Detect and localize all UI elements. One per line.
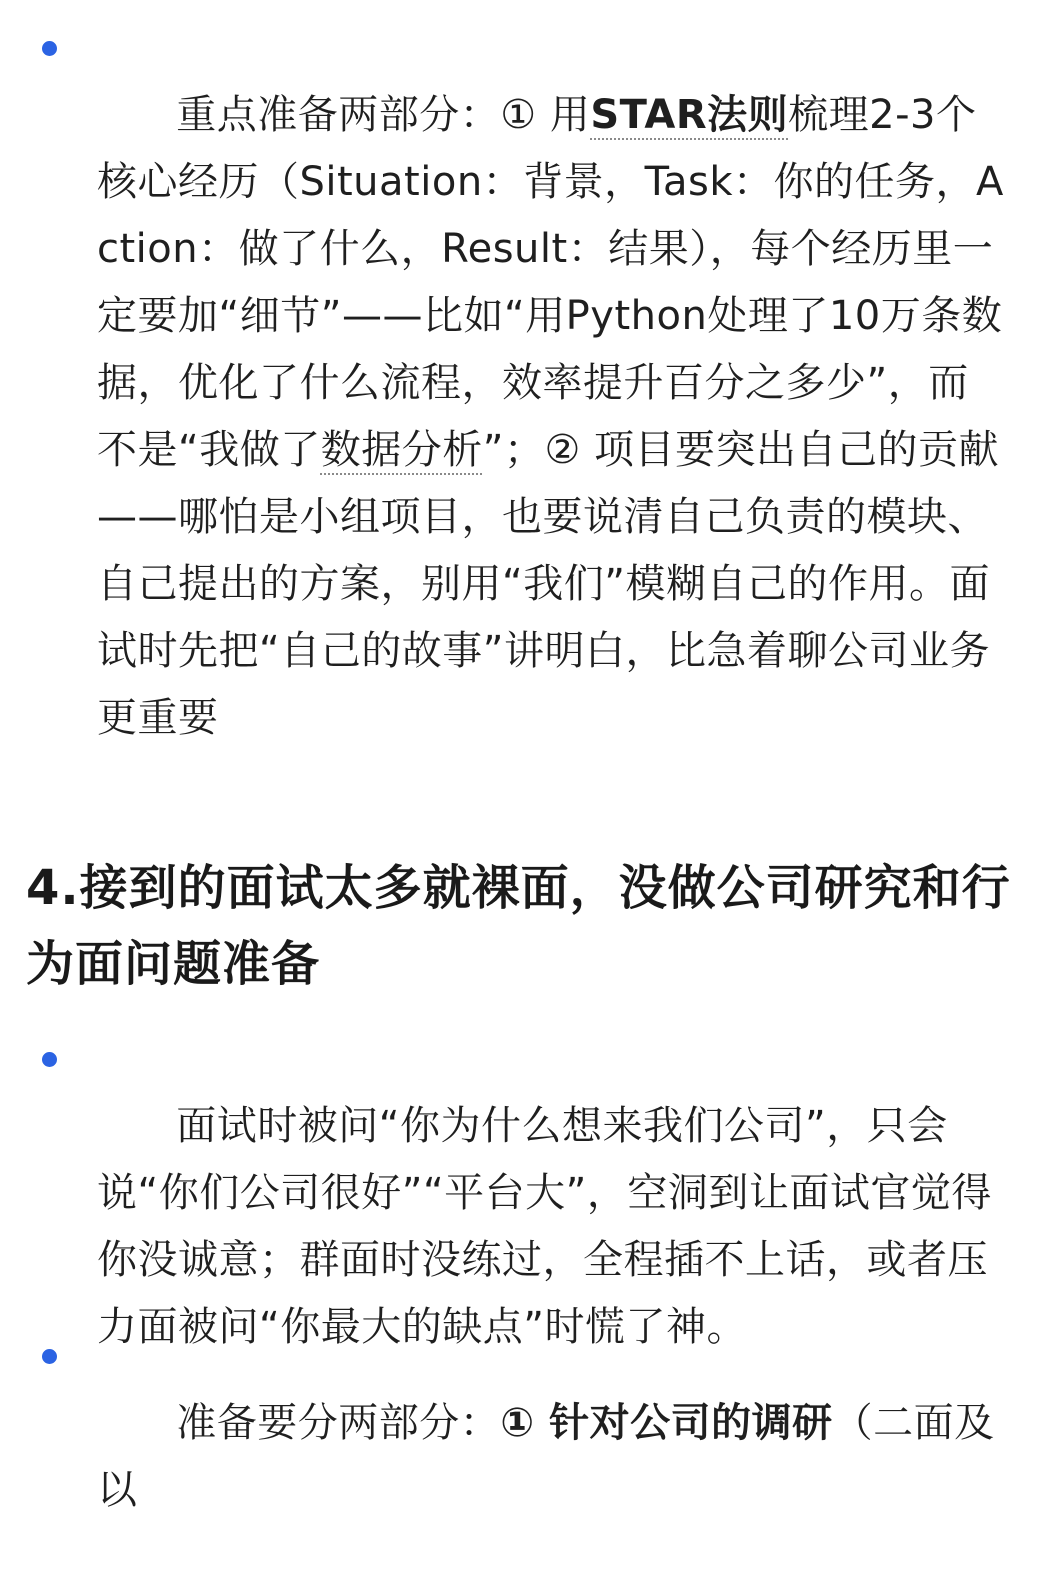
text-segment: （二面及以: [97, 1400, 995, 1513]
bullet-dot-icon: [42, 1052, 57, 1067]
bullet-dot-icon: [42, 41, 57, 56]
data-analysis-link[interactable]: 数据分析: [320, 427, 483, 473]
text-segment: 准备要分两部分：: [176, 1400, 501, 1446]
section-heading: 4.接到的面试太多就裸面，没做公司研究和行为面问题准备: [26, 860, 1011, 992]
bullet-text: [97, 1323, 1007, 1591]
bullet-text: [97, 15, 1007, 819]
text-segment: 重点准备两部分：① 用: [176, 92, 591, 138]
text-segment-bold: ① 针对公司的调研: [500, 1400, 833, 1446]
text-segment: 面试时被问“你为什么想来我们公司”，只会说“你们公司很好”“平台大”，空洞到让面试官觉得你没诚意；群面时没练过，全程插不上话，或者压力面被问“你最大的缺点”时慌了神。: [97, 1103, 992, 1350]
text-segment: 梳理2-3个核心经历（Situation：背景，Task：你的任务，Action：做了什么，Result：结果），每个经历里一定要加“细节”——比如“用Python处理了10万条数据，优化了什么流程，效率提升百分之多少”，而不是“我做了: [97, 92, 1004, 473]
text-segment: ”；② 项目要突出自己的贡献——哪怕是小组项目，也要说清自己负责的模块、自己提出的方案，别用“我们”模糊自己的作用。面试时先把“自己的故事”讲明白，比急着聊公司业务更重要: [97, 427, 1000, 741]
star-method-link[interactable]: STAR法则: [590, 92, 789, 138]
bullet-dot-icon: [42, 1349, 57, 1364]
